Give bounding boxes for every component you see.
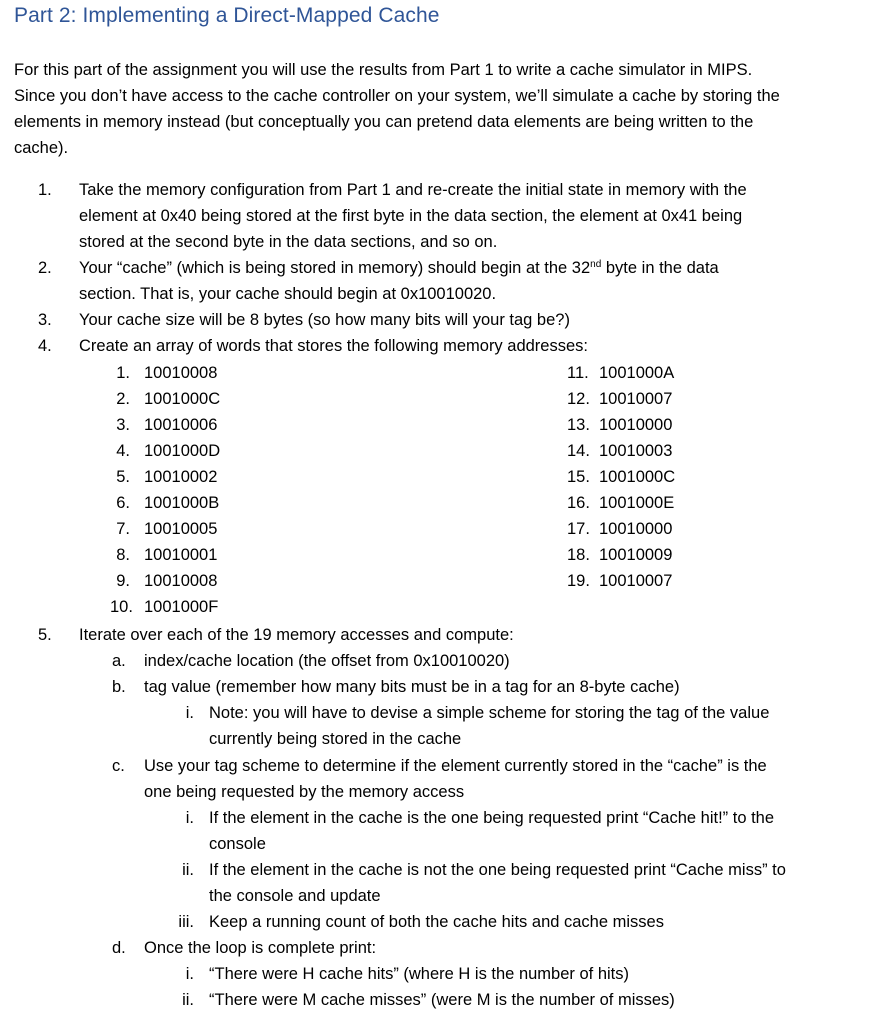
roman-numeral: i. bbox=[185, 704, 194, 722]
address-value: 10010000 bbox=[599, 416, 673, 434]
sub-sub-item-text-continued: console bbox=[209, 835, 266, 853]
address-value: 10010007 bbox=[599, 390, 673, 408]
address-number: 5. bbox=[116, 468, 130, 486]
address-value: 10010009 bbox=[599, 546, 673, 564]
sub-item-letter: d. bbox=[112, 939, 126, 957]
sub-sub-item-text: “There were M cache misses” (were M is the number of misses) bbox=[209, 991, 675, 1009]
intro-line: For this part of the assignment you will use the results from Part 1 to write a cache simulator in MIPS. bbox=[14, 61, 753, 79]
sub-sub-item-text-continued: currently being stored in the cache bbox=[209, 730, 462, 748]
roman-numeral: iii. bbox=[178, 913, 194, 931]
list-number: 4. bbox=[38, 337, 52, 355]
ordinal-superscript: nd bbox=[590, 259, 602, 270]
address-number: 8. bbox=[116, 546, 130, 564]
intro-line: Since you don’t have access to the cache controller on your system, we’ll simulate a cache by storing the bbox=[14, 87, 780, 105]
sub-item-text: Once the loop is complete print: bbox=[144, 939, 377, 957]
sub-item-text: tag value (remember how many bits must be in a tag for an 8-byte cache) bbox=[144, 678, 680, 696]
list-text: Iterate over each of the 19 memory accesses and compute: bbox=[79, 626, 514, 644]
list-number: 3. bbox=[38, 311, 52, 329]
section-title: Part 2: Implementing a Direct-Mapped Cache bbox=[14, 4, 440, 27]
address-number: 4. bbox=[116, 442, 130, 460]
address-value: 10010003 bbox=[599, 442, 673, 460]
intro-line: elements in memory instead (but conceptually you can pretend data elements are being written to the bbox=[14, 113, 754, 131]
address-number: 13. bbox=[567, 416, 590, 434]
sub-sub-item-text: If the element in the cache is not the one being requested print “Cache miss” to bbox=[209, 861, 786, 879]
list-text bbox=[79, 259, 719, 278]
address-number: 3. bbox=[116, 416, 130, 434]
sub-sub-item-text: If the element in the cache is the one being requested print “Cache hit!” to the bbox=[209, 809, 775, 827]
address-value: 1001000A bbox=[599, 364, 675, 382]
list-text-part: byte in the data bbox=[601, 259, 719, 277]
address-number: 15. bbox=[567, 468, 590, 486]
address-number: 16. bbox=[567, 494, 590, 512]
address-number: 2. bbox=[116, 390, 130, 408]
address-value: 1001000B bbox=[144, 494, 220, 512]
list-text-continued: stored at the second byte in the data sections, and so on. bbox=[79, 233, 498, 251]
address-value: 10010001 bbox=[144, 546, 218, 564]
sub-item-letter: b. bbox=[112, 678, 126, 696]
address-number: 14. bbox=[567, 442, 590, 460]
list-text-continued: section. That is, your cache should begin at 0x10010020. bbox=[79, 285, 497, 303]
address-number: 6. bbox=[116, 494, 130, 512]
address-value: 1001000C bbox=[144, 390, 221, 408]
address-number: 12. bbox=[567, 390, 590, 408]
address-number: 10. bbox=[110, 598, 133, 616]
address-value: 10010000 bbox=[599, 520, 673, 538]
list-text: Take the memory configuration from Part 1 and re-create the initial state in memory with the bbox=[79, 181, 747, 199]
address-number: 9. bbox=[116, 572, 130, 590]
sub-sub-item-text: “There were H cache hits” (where H is the number of hits) bbox=[209, 965, 629, 983]
address-value: 10010006 bbox=[144, 416, 218, 434]
roman-numeral: ii. bbox=[182, 861, 194, 879]
sub-item-letter: c. bbox=[112, 757, 125, 775]
address-value: 1001000E bbox=[599, 494, 675, 512]
list-text: Create an array of words that stores the following memory addresses: bbox=[79, 337, 588, 355]
list-text-part: Your “cache” (which is being stored in memory) should begin at the 32 bbox=[79, 259, 591, 277]
roman-numeral: i. bbox=[185, 809, 194, 827]
address-number: 7. bbox=[116, 520, 130, 538]
sub-item-text: Use your tag scheme to determine if the element currently stored in the “cache” is the bbox=[144, 757, 767, 775]
intro-line: cache). bbox=[14, 139, 69, 157]
address-value: 10010008 bbox=[144, 572, 218, 590]
address-number: 19. bbox=[567, 572, 590, 590]
address-value: 10010002 bbox=[144, 468, 218, 486]
address-value: 1001000F bbox=[144, 598, 219, 616]
sub-sub-item-text: Keep a running count of both the cache hits and cache misses bbox=[209, 913, 664, 931]
address-value: 1001000C bbox=[599, 468, 676, 486]
sub-item-letter: a. bbox=[112, 652, 126, 670]
list-number: 2. bbox=[38, 259, 52, 277]
roman-numeral: ii. bbox=[182, 991, 194, 1009]
list-text: Your cache size will be 8 bytes (so how many bits will your tag be?) bbox=[79, 311, 570, 329]
address-number: 1. bbox=[116, 364, 130, 382]
list-text-continued: element at 0x40 being stored at the first byte in the data section, the element at 0x41 being bbox=[79, 207, 743, 225]
address-number: 18. bbox=[567, 546, 590, 564]
address-value: 10010007 bbox=[599, 572, 673, 590]
sub-item-text: index/cache location (the offset from 0x10010020) bbox=[144, 652, 510, 670]
sub-item-text-continued: one being requested by the memory access bbox=[144, 783, 465, 801]
list-number: 1. bbox=[38, 181, 52, 199]
roman-numeral: i. bbox=[185, 965, 194, 983]
address-value: 10010005 bbox=[144, 520, 218, 538]
list-number: 5. bbox=[38, 626, 52, 644]
address-number: 17. bbox=[567, 520, 590, 538]
address-number: 11. bbox=[567, 364, 589, 382]
sub-sub-item-text: Note: you will have to devise a simple scheme for storing the tag of the value bbox=[209, 704, 770, 722]
sub-sub-item-text-continued: the console and update bbox=[209, 887, 381, 905]
address-value: 1001000D bbox=[144, 442, 221, 460]
address-value: 10010008 bbox=[144, 364, 218, 382]
